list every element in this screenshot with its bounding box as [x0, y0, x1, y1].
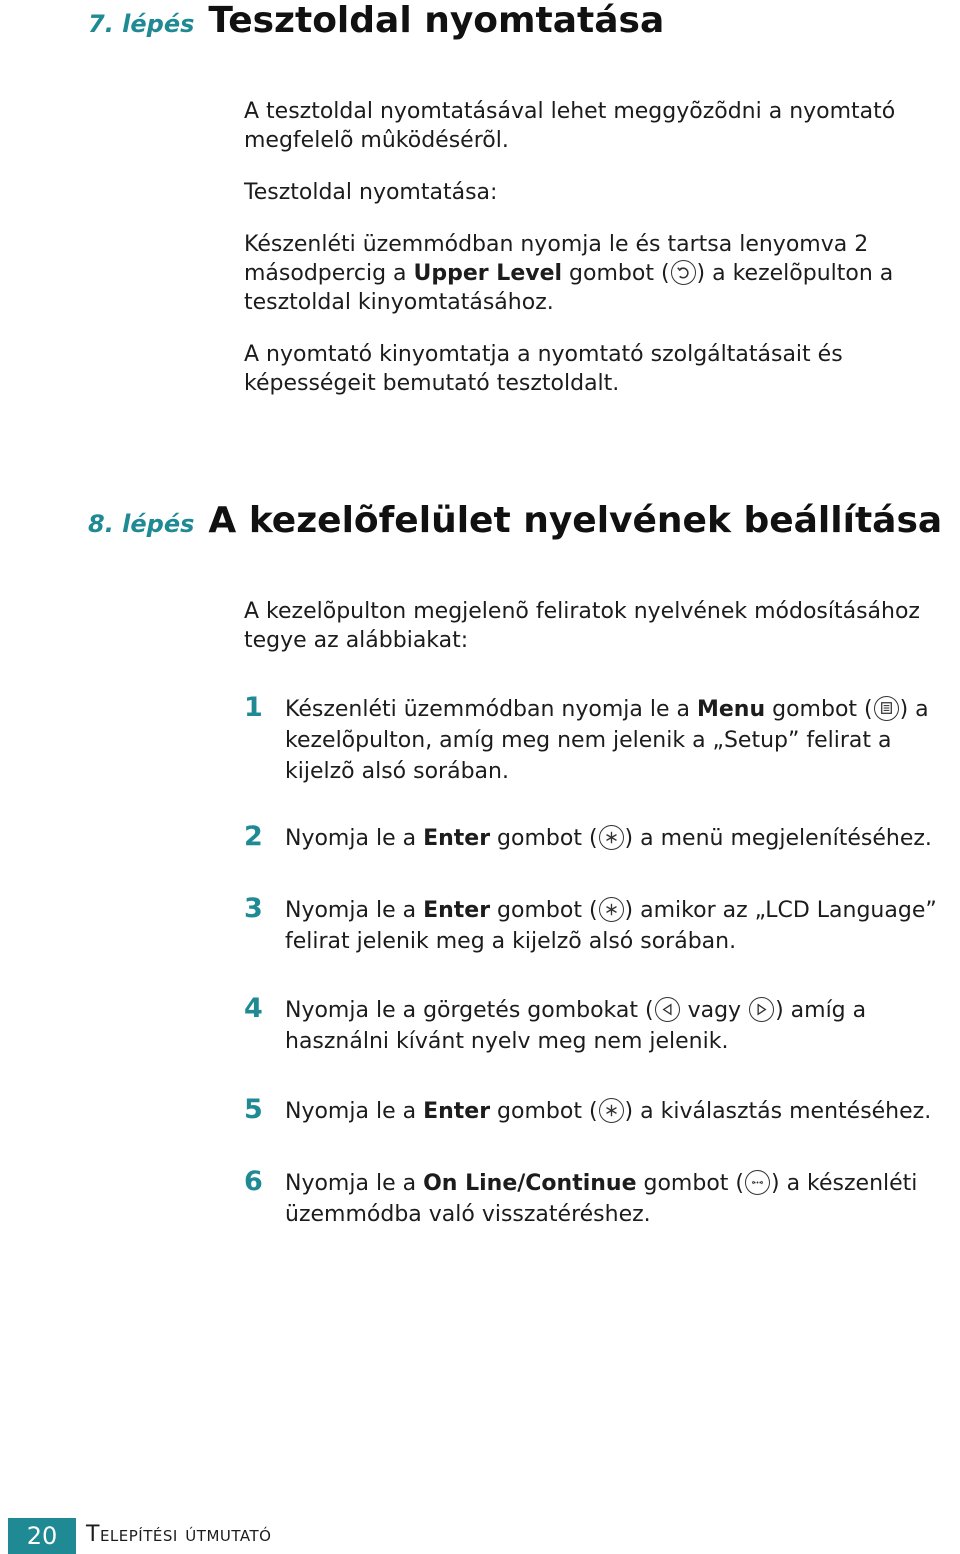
- step-text-part: Készenléti üzemmódban nyomja le a: [285, 697, 697, 722]
- step-number: 5: [244, 1094, 263, 1125]
- page-number: 20: [8, 1518, 76, 1554]
- step-text-part: Nyomja le a: [285, 898, 424, 923]
- step-number: 6: [244, 1166, 263, 1197]
- step-text-part: ) amíg a használni kívánt nyelv meg nem jelenik.: [285, 998, 867, 1054]
- section-7-instruction: [244, 230, 944, 317]
- instruction-text: ) a kezelõpulton a tesztoldal kinyomtatásához.: [244, 261, 894, 315]
- section-7-heading: [88, 0, 664, 41]
- section-8-intro: A kezelõpulton megjelenõ feliratok nyelvének módosításához tegye az alábbiakat:: [244, 599, 920, 653]
- enter-icon: [599, 825, 624, 850]
- step-text-part: gombot (: [765, 697, 873, 722]
- step-text: [285, 1168, 960, 1230]
- step-text-part: Nyomja le a görgetés gombokat (: [285, 998, 654, 1023]
- enter-icon: [599, 897, 624, 922]
- scroll-left-icon: [655, 997, 680, 1022]
- step-number: 2: [244, 821, 263, 852]
- step-text: [285, 694, 960, 787]
- scroll-right-icon: [749, 997, 774, 1022]
- step-text-part: Nyomja le a: [285, 1171, 424, 1196]
- instruction-text: Készenléti üzemmódban nyomja le és tartsa lenyomva 2 másodpercig a: [244, 232, 869, 286]
- step-number: 4: [244, 993, 263, 1024]
- step-label: 8. lépés: [88, 510, 195, 538]
- section-7-intro: A tesztoldal nyomtatásával lehet meggyõzõdni a nyomtató megfelelõ mûködésérõl.: [244, 99, 896, 153]
- step-text-part: Nyomja le a: [285, 826, 424, 851]
- enter-icon: [599, 1098, 624, 1123]
- section-7-result: A nyomtató kinyomtatja a nyomtató szolgáltatásait és képességeit bemutató tesztoldalt.: [244, 342, 843, 396]
- upper-level-label: Upper Level: [413, 261, 563, 286]
- online-continue-label: On Line/Continue: [423, 1171, 637, 1196]
- section-7-subheading: Tesztoldal nyomtatása:: [244, 180, 498, 205]
- section-title: Tesztoldal nyomtatása: [208, 0, 665, 41]
- step-label: 7. lépés: [88, 10, 195, 38]
- step-text-part: ) a kiválasztás mentéséhez.: [624, 1099, 932, 1124]
- upper-level-icon: [671, 260, 696, 285]
- step-text: [285, 895, 960, 957]
- step-text-part: gombot (: [490, 826, 598, 851]
- step-text-part: ) a készenléti üzemmódba való visszatéréshez.: [285, 1171, 918, 1227]
- enter-label: Enter: [423, 1099, 491, 1124]
- step-text-part: ) a menü megjelenítéséhez.: [624, 826, 932, 851]
- menu-label: Menu: [696, 697, 766, 722]
- step-text: [285, 823, 960, 854]
- menu-icon: [874, 696, 899, 721]
- instruction-text: gombot (: [562, 261, 670, 286]
- section-8-heading: [88, 500, 942, 541]
- step-text-part: ) amikor az „LCD Language” felirat jelenik meg a kijelzõ alsó sorában.: [285, 898, 937, 954]
- enter-label: Enter: [423, 826, 491, 851]
- step-number: 3: [244, 893, 263, 924]
- section-title: A kezelõfelület nyelvének beállítása: [208, 500, 943, 541]
- step-text: [285, 1096, 960, 1127]
- step-text-part: gombot (: [490, 898, 598, 923]
- step-text-part: gombot (: [636, 1171, 744, 1196]
- step-text-part: vagy: [680, 998, 749, 1023]
- step-text-part: Nyomja le a: [285, 1099, 424, 1124]
- online-continue-icon: [745, 1170, 770, 1195]
- step-text-part: ) a kezelõpulton, amíg meg nem jelenik a „Setup” felirat a kijelzõ alsó sorában.: [285, 697, 929, 784]
- step-number: 1: [244, 692, 263, 723]
- step-text: [285, 995, 960, 1057]
- footer-title: Telepítési útmutató: [86, 1522, 272, 1547]
- step-text-part: gombot (: [490, 1099, 598, 1124]
- enter-label: Enter: [423, 898, 491, 923]
